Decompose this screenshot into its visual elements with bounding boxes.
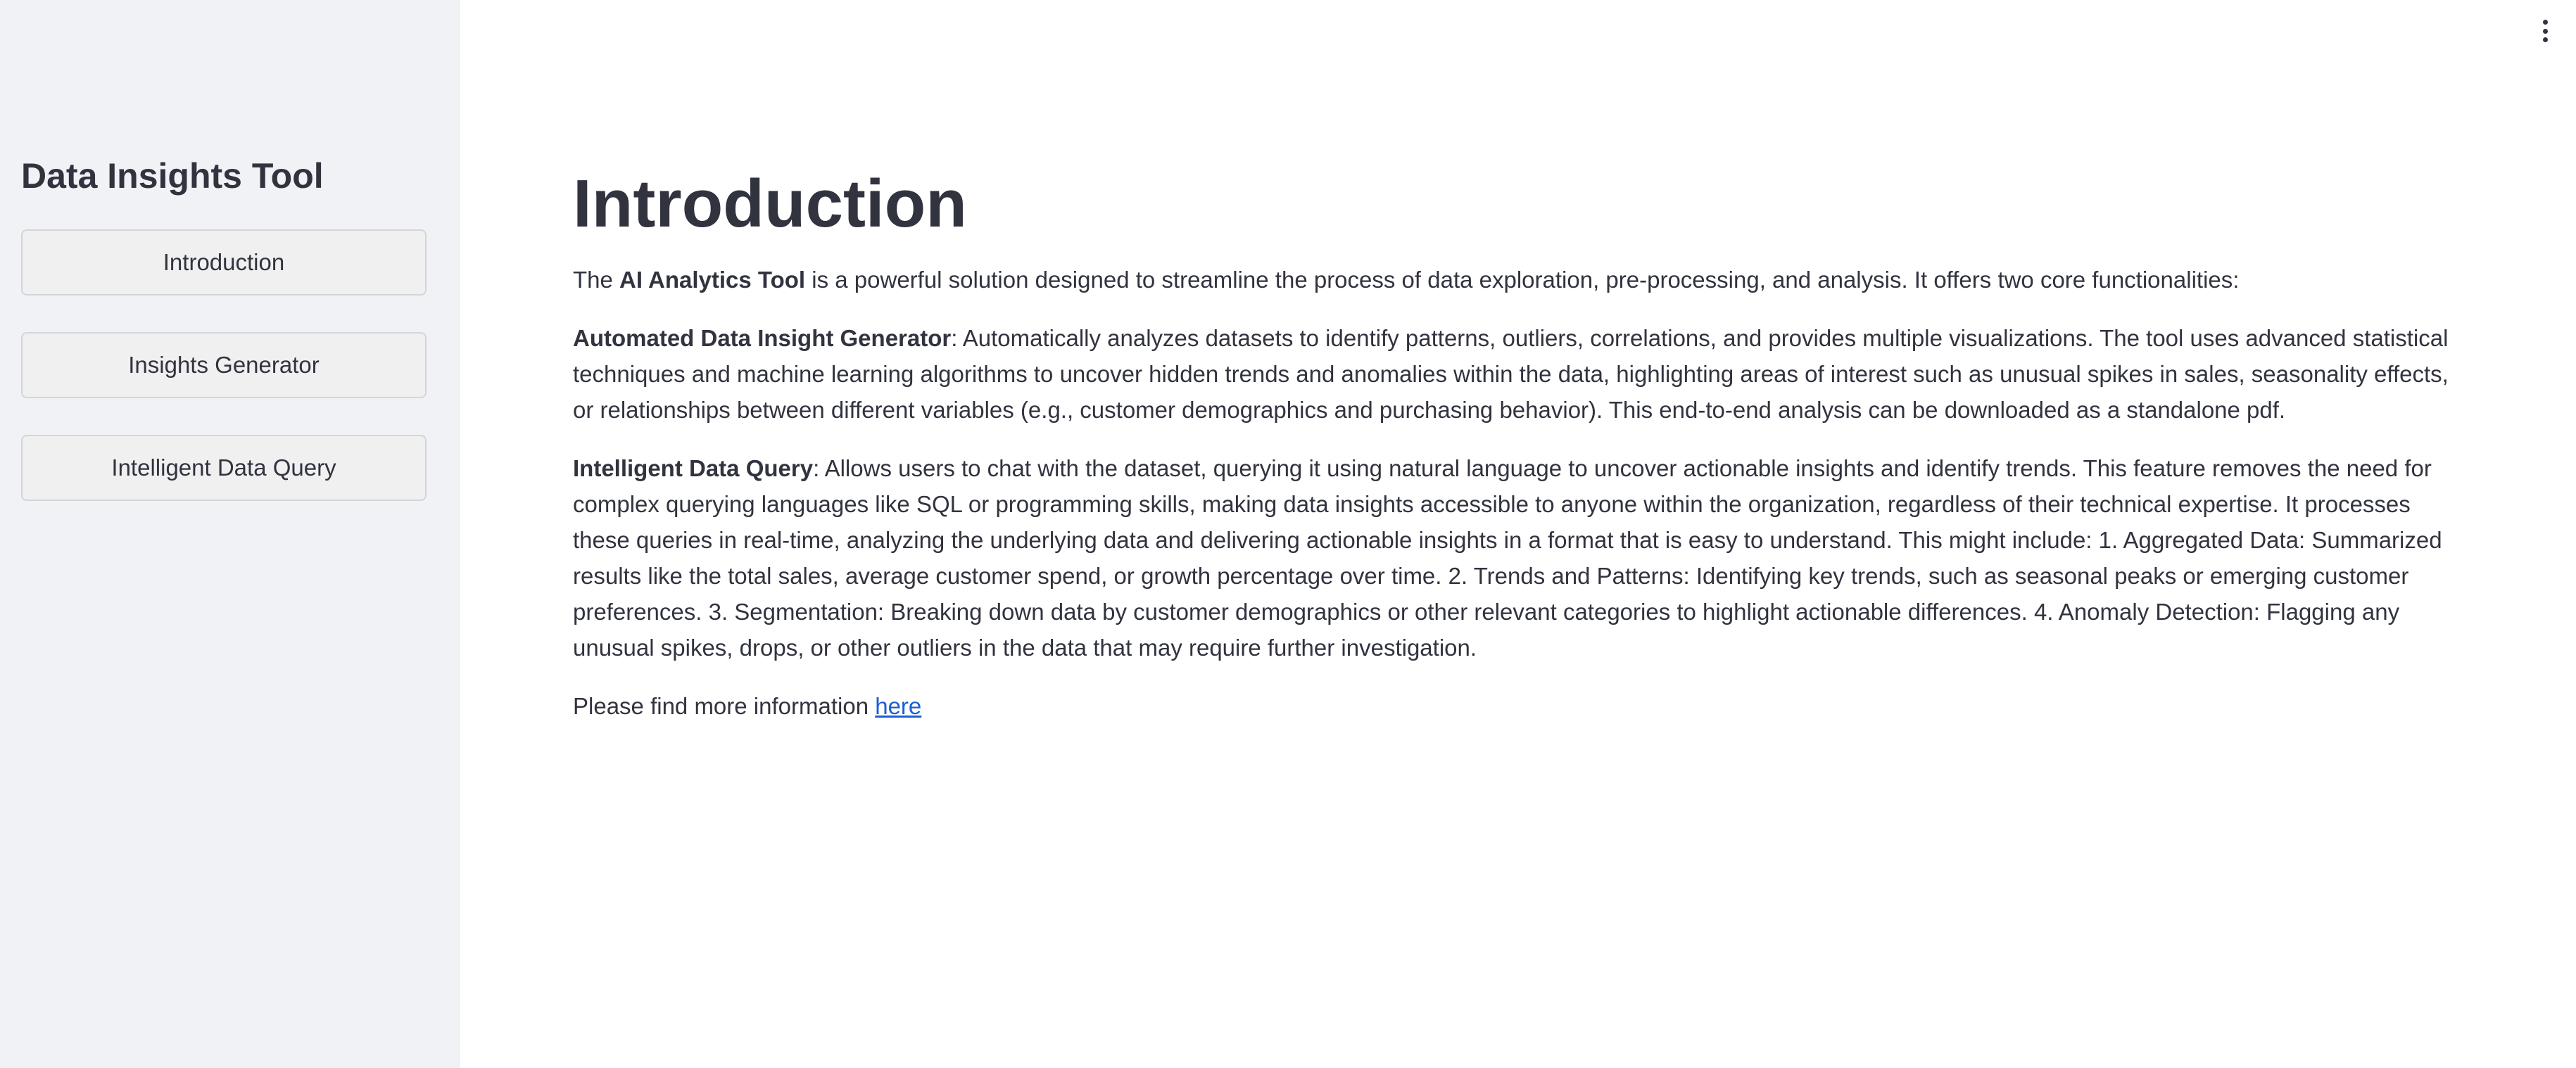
insights-generator-button[interactable]: Insights Generator [21, 332, 427, 398]
intro-paragraph [573, 262, 2473, 298]
feature-data-query-text: : Allows users to chat with the dataset, querying it using natural language to uncover actionable insights and identify trends. This feature removes the need for complex querying languages like SQL or programming skills, making data insights accessible to anyone within the organization, regardless of their technical expertise. It processes these queries in real-time, analyzing the underlying data and delivering actionable insights in a format that is easy to understand. This might include: 1. Aggregated Data: Summarized results like the total sales, average customer spend, or growth percentage over time. 2. Trends and Patterns: Identifying key trends, such as seasonal peaks or emerging customer preferences. 3. Segmentation: Breaking down data by customer demographics or other relevant categories to highlight actionable differences. 4. Anomaly Detection: Flagging any unusual spikes, drops, or other outliers in the data that may require further investigation. [573, 455, 2442, 661]
kebab-menu-icon[interactable] [2539, 20, 2551, 42]
intro-before: The [573, 267, 620, 293]
feature-data-query-paragraph [573, 450, 2473, 666]
intro-after: is a powerful solution designed to streamline the process of data exploration, pre-processing, and analysis. It offers two core functionalities: [805, 267, 2240, 293]
feature-insight-generator-text: : Automatically analyzes datasets to identify patterns, outliers, correlations, and provides multiple visualizations. The tool uses advanced statistical techniques and machine learning algorithms to uncover hidden trends and anomalies within the data, highlighting areas of interest such as unusual spikes in sales, seasonality effects, or relationships between different variables (e.g., customer demographics and purchasing behavior). This end-to-end analysis can be downloaded as a standalone pdf. [573, 325, 2449, 423]
more-info-text: Please find more information [573, 693, 876, 719]
more-info-link[interactable]: here [875, 693, 922, 719]
page-title: Introduction [573, 166, 967, 241]
more-info-paragraph [573, 688, 2473, 724]
sidebar [0, 0, 460, 1068]
sidebar-nav [21, 229, 439, 501]
introduction-button[interactable]: Introduction [21, 229, 427, 295]
menu-dot [2543, 29, 2548, 34]
sidebar-title: Data Insights Tool [21, 156, 324, 196]
intelligent-data-query-button[interactable]: Intelligent Data Query [21, 435, 427, 501]
feature-insight-generator-title: Automated Data Insight Generator [573, 325, 952, 351]
menu-dot [2543, 20, 2548, 25]
menu-dot [2543, 37, 2548, 42]
intro-tool-name: AI Analytics Tool [619, 267, 806, 293]
main-content [460, 0, 2576, 1068]
feature-insight-generator-paragraph [573, 320, 2473, 428]
page-body [573, 262, 2473, 724]
feature-data-query-title: Intelligent Data Query [573, 455, 814, 481]
